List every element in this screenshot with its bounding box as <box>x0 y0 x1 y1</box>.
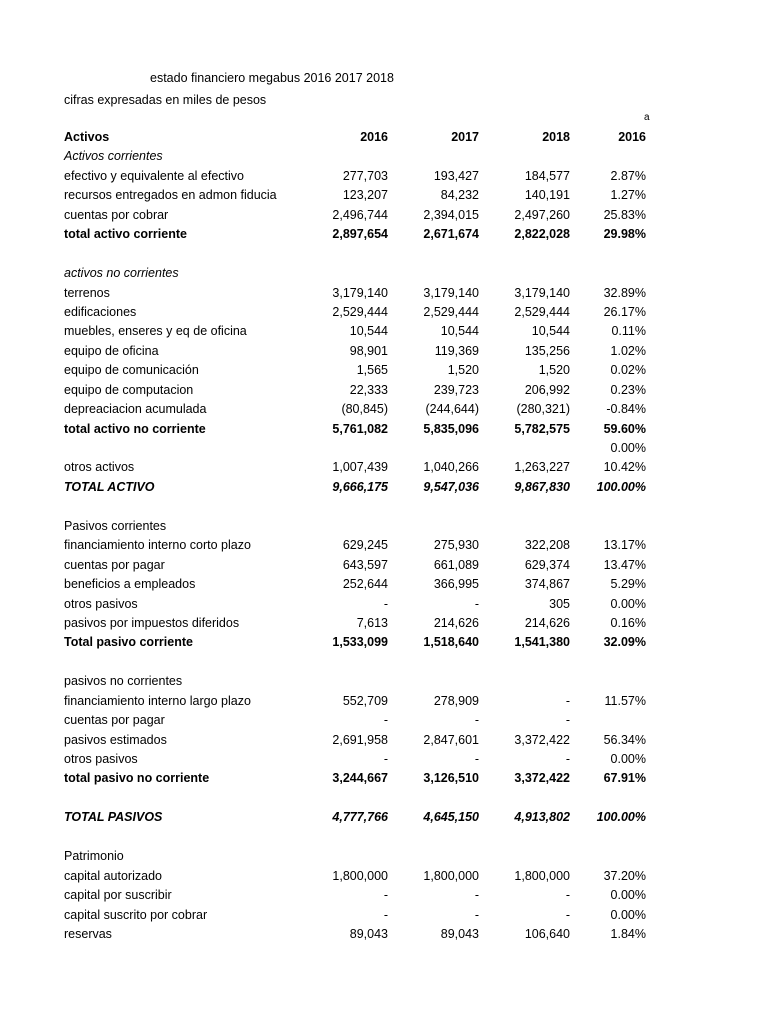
row-label: Pasivos corrientes <box>64 518 167 533</box>
value-2018: 4,913,802 <box>514 810 570 825</box>
percent-2016: 2.87% <box>610 168 646 183</box>
row-label: terrenos <box>64 285 110 300</box>
row-label: muebles, enseres y eq de oficina <box>64 324 247 339</box>
percent-2016: 5.29% <box>610 577 646 592</box>
row-label: activos no corrientes <box>64 266 179 281</box>
value-2017: 1,520 <box>447 363 479 378</box>
table-row <box>0 381 768 400</box>
value-2017: 193,427 <box>433 168 479 183</box>
value-2016: 3,244,667 <box>332 771 388 786</box>
value-2016: - <box>383 713 388 728</box>
percent-2016: 0.23% <box>610 382 646 397</box>
percent-2016: 1.27% <box>610 188 646 203</box>
percent-2016: 1.02% <box>610 343 646 358</box>
row-label: Patrimonio <box>64 849 124 864</box>
value-2016: 252,644 <box>342 577 388 592</box>
financial-statement-table <box>0 128 768 944</box>
row-label: pasivos por impuestos diferidos <box>64 615 240 630</box>
value-2016: 2,529,444 <box>332 304 388 319</box>
value-2016: - <box>383 596 388 611</box>
percent-2016: 0.00% <box>610 752 646 766</box>
value-2018: 184,577 <box>524 168 570 183</box>
value-2018: 1,800,000 <box>514 868 570 883</box>
row-label: TOTAL PASIVOS <box>64 810 163 825</box>
value-2016: 9,666,175 <box>332 479 388 494</box>
row-label: recursos entregados en admon fiducia <box>64 188 277 203</box>
value-2017: 4,645,150 <box>423 810 479 825</box>
table-row <box>0 633 768 652</box>
row-label: edificaciones <box>64 304 137 319</box>
value-2016: 2,496,744 <box>332 207 388 222</box>
value-2017: 5,835,096 <box>423 421 479 436</box>
value-2016: 7,613 <box>356 615 388 630</box>
table-row <box>0 206 768 225</box>
value-2017: - <box>474 596 479 611</box>
value-2017: - <box>474 713 479 728</box>
percent-2016: 0.11% <box>611 324 646 339</box>
table-row <box>0 497 768 516</box>
table-row <box>0 556 768 575</box>
value-2018: 106,640 <box>524 926 570 941</box>
value-2016: 552,709 <box>342 693 388 708</box>
value-2016: 2,897,654 <box>332 227 388 242</box>
row-label: cuentas por pagar <box>64 713 165 728</box>
table-row <box>0 322 768 341</box>
value-2018: 3,179,140 <box>514 285 570 300</box>
row-label: otros activos <box>64 460 135 475</box>
table-row <box>0 186 768 205</box>
percent-2016: 25.83% <box>603 207 646 222</box>
value-2018: 2,529,444 <box>514 304 570 319</box>
percent-2016: 0.16% <box>610 615 646 630</box>
header-year-2018: 2018 <box>542 130 570 144</box>
table-row <box>0 711 768 730</box>
row-label: pasivos no corrientes <box>64 674 183 689</box>
value-2018: - <box>565 693 570 708</box>
percent-2016: 0.00% <box>610 596 646 611</box>
table-row <box>0 439 768 458</box>
row-label: beneficios a empleados <box>64 577 196 592</box>
value-2018: 5,782,575 <box>514 421 570 436</box>
row-label: financiamiento interno corto plazo <box>64 538 251 553</box>
percent-2016: 10.42% <box>603 460 646 475</box>
row-label: capital por suscribir <box>64 888 172 903</box>
table-row <box>0 789 768 808</box>
value-2016: 123,207 <box>342 188 388 203</box>
percent-2016: 0.00% <box>610 907 646 922</box>
row-label: cuentas por cobrar <box>64 207 169 222</box>
percent-2016: 100.00% <box>596 810 646 825</box>
table-row <box>0 400 768 419</box>
table-row <box>0 867 768 886</box>
value-2016: 1,800,000 <box>332 868 388 883</box>
value-2018: 1,541,380 <box>514 635 570 650</box>
table-row <box>0 147 768 166</box>
table-row <box>0 672 768 691</box>
header-year-2016: 2016 <box>360 130 388 144</box>
row-label: total activo no corriente <box>64 421 206 436</box>
percent-2016: -0.84% <box>606 402 646 417</box>
table-row <box>0 517 768 536</box>
percent-2016: 0.00% <box>610 441 646 455</box>
table-row <box>0 342 768 361</box>
value-2018: - <box>565 752 570 766</box>
value-2017: - <box>474 907 479 922</box>
value-2017: 2,529,444 <box>423 304 479 319</box>
table-row <box>0 420 768 439</box>
table-row <box>0 614 768 633</box>
percent-2016: 32.09% <box>603 635 646 650</box>
value-2017: 119,369 <box>434 343 479 358</box>
percent-2016: 56.34% <box>603 732 646 747</box>
value-2016: 22,333 <box>349 382 388 397</box>
value-2016: 4,777,766 <box>332 810 388 825</box>
value-2018: - <box>565 888 570 903</box>
value-2018: 206,992 <box>524 382 570 397</box>
row-label: financiamiento interno largo plazo <box>64 693 251 708</box>
row-label: efectivo y equivalente al efectivo <box>64 168 244 183</box>
row-label: equipo de computacion <box>64 382 194 397</box>
row-label: depreaciacion acumulada <box>64 402 207 417</box>
value-2018: 629,374 <box>524 557 570 572</box>
value-2018: 3,372,422 <box>514 732 570 747</box>
value-2017: 366,995 <box>433 577 479 592</box>
value-2017: - <box>474 888 479 903</box>
value-2018: (280,321) <box>516 402 570 417</box>
value-2016: - <box>383 752 388 766</box>
value-2017: 3,179,140 <box>423 285 479 300</box>
table-header-row <box>0 128 768 147</box>
table-row <box>0 925 768 944</box>
table-row <box>0 167 768 186</box>
percent-2016: 67.91% <box>603 771 646 786</box>
table-row <box>0 653 768 672</box>
percent-2016: 32.89% <box>603 285 646 300</box>
table-row <box>0 245 768 264</box>
value-2016: 1,565 <box>356 363 388 378</box>
value-2016: (80,845) <box>341 402 388 417</box>
value-2016: 5,761,082 <box>332 421 388 436</box>
percent-2016: 26.17% <box>603 304 646 319</box>
value-2017: 89,043 <box>440 926 479 941</box>
value-2016: 629,245 <box>342 538 388 553</box>
table-row <box>0 595 768 614</box>
value-2017: 661,089 <box>433 557 479 572</box>
percent-2016: 13.47% <box>603 557 646 572</box>
value-2017: 10,544 <box>440 324 479 339</box>
value-2018: 305 <box>549 596 570 611</box>
value-2017: 1,800,000 <box>423 868 479 883</box>
value-2018: 9,867,830 <box>514 479 570 494</box>
table-body <box>0 147 768 944</box>
document-title: estado financiero megabus 2016 2017 2018 <box>150 71 394 85</box>
header-year-2017: 2017 <box>451 130 479 144</box>
value-2017: 278,909 <box>433 693 479 708</box>
table-row <box>0 478 768 497</box>
row-label: total pasivo no corriente <box>64 771 210 786</box>
row-label: Total pasivo corriente <box>64 635 193 650</box>
value-2016: 3,179,140 <box>332 285 388 300</box>
table-row <box>0 458 768 477</box>
row-label: equipo de oficina <box>64 343 159 358</box>
value-2016: - <box>383 888 388 903</box>
row-label: Activos corrientes <box>64 149 163 164</box>
percent-2016: 37.20% <box>603 868 646 883</box>
value-2018: 374,867 <box>524 577 570 592</box>
value-2017: 275,930 <box>433 538 479 553</box>
value-2016: 98,901 <box>349 343 388 358</box>
table-row <box>0 264 768 283</box>
value-2017: 2,394,015 <box>423 207 479 222</box>
row-label: reservas <box>64 926 112 941</box>
value-2016: 89,043 <box>349 926 388 941</box>
value-2018: 1,263,227 <box>514 460 570 475</box>
value-2017: 1,518,640 <box>423 635 479 650</box>
value-2018: 2,497,260 <box>514 207 570 222</box>
clipped-header-fragment: a <box>644 112 650 123</box>
percent-2016: 13.17% <box>603 538 646 553</box>
value-2018: 214,626 <box>524 615 570 630</box>
value-2018: - <box>565 907 570 922</box>
percent-2016: 0.00% <box>610 888 646 903</box>
value-2018: 1,520 <box>538 363 570 378</box>
table-row <box>0 906 768 925</box>
row-label: otros pasivos <box>64 596 138 611</box>
value-2017: 2,847,601 <box>423 732 479 747</box>
value-2017: 9,547,036 <box>423 479 479 494</box>
value-2018: 10,544 <box>531 324 570 339</box>
row-label: otros pasivos <box>64 752 138 766</box>
table-row <box>0 731 768 750</box>
table-row <box>0 361 768 380</box>
table-row <box>0 225 768 244</box>
percent-2016: 1.84% <box>610 926 646 941</box>
value-2017: (244,644) <box>425 402 479 417</box>
percent-2016: 59.60% <box>603 421 646 436</box>
percent-2016: 0.02% <box>610 363 646 378</box>
table-row <box>0 847 768 866</box>
value-2016: 643,597 <box>342 557 388 572</box>
table-row <box>0 886 768 905</box>
header-label: Activos <box>64 130 110 144</box>
value-2016: 10,544 <box>349 324 388 339</box>
value-2017: - <box>474 752 479 766</box>
table-row <box>0 536 768 555</box>
row-label: pasivos estimados <box>64 732 167 747</box>
percent-2016: 100.00% <box>596 479 646 494</box>
percent-2016: 11.57% <box>604 693 646 708</box>
value-2017: 1,040,266 <box>423 460 479 475</box>
row-label: capital suscrito por cobrar <box>64 907 208 922</box>
table-row <box>0 750 768 769</box>
row-label: cuentas por pagar <box>64 557 165 572</box>
value-2018: 140,191 <box>524 188 570 203</box>
value-2016: 2,691,958 <box>332 732 388 747</box>
value-2017: 84,232 <box>440 188 479 203</box>
value-2016: 277,703 <box>342 168 388 183</box>
table-row <box>0 692 768 711</box>
value-2018: 3,372,422 <box>514 771 570 786</box>
value-2018: - <box>565 713 570 728</box>
value-2018: 2,822,028 <box>514 227 570 242</box>
table-row <box>0 303 768 322</box>
document-subtitle: cifras expresadas en miles de pesos <box>64 93 267 107</box>
row-label: total activo corriente <box>64 227 187 242</box>
value-2017: 239,723 <box>433 382 479 397</box>
table-row <box>0 575 768 594</box>
value-2018: 322,208 <box>524 538 570 553</box>
value-2016: - <box>383 907 388 922</box>
row-label: equipo de comunicación <box>64 363 199 378</box>
percent-2016: 29.98% <box>603 227 646 242</box>
value-2018: 135,256 <box>524 343 570 358</box>
value-2017: 214,626 <box>433 615 479 630</box>
value-2016: 1,007,439 <box>332 460 388 475</box>
value-2017: 2,671,674 <box>423 227 479 242</box>
table-row <box>0 828 768 847</box>
header-percent-2016: 2016 <box>618 130 646 144</box>
table-row <box>0 284 768 303</box>
table-row <box>0 808 768 827</box>
value-2017: 3,126,510 <box>423 771 479 786</box>
row-label: capital autorizado <box>64 868 162 883</box>
row-label: TOTAL ACTIVO <box>64 479 155 494</box>
table-row <box>0 769 768 788</box>
value-2016: 1,533,099 <box>332 635 388 650</box>
